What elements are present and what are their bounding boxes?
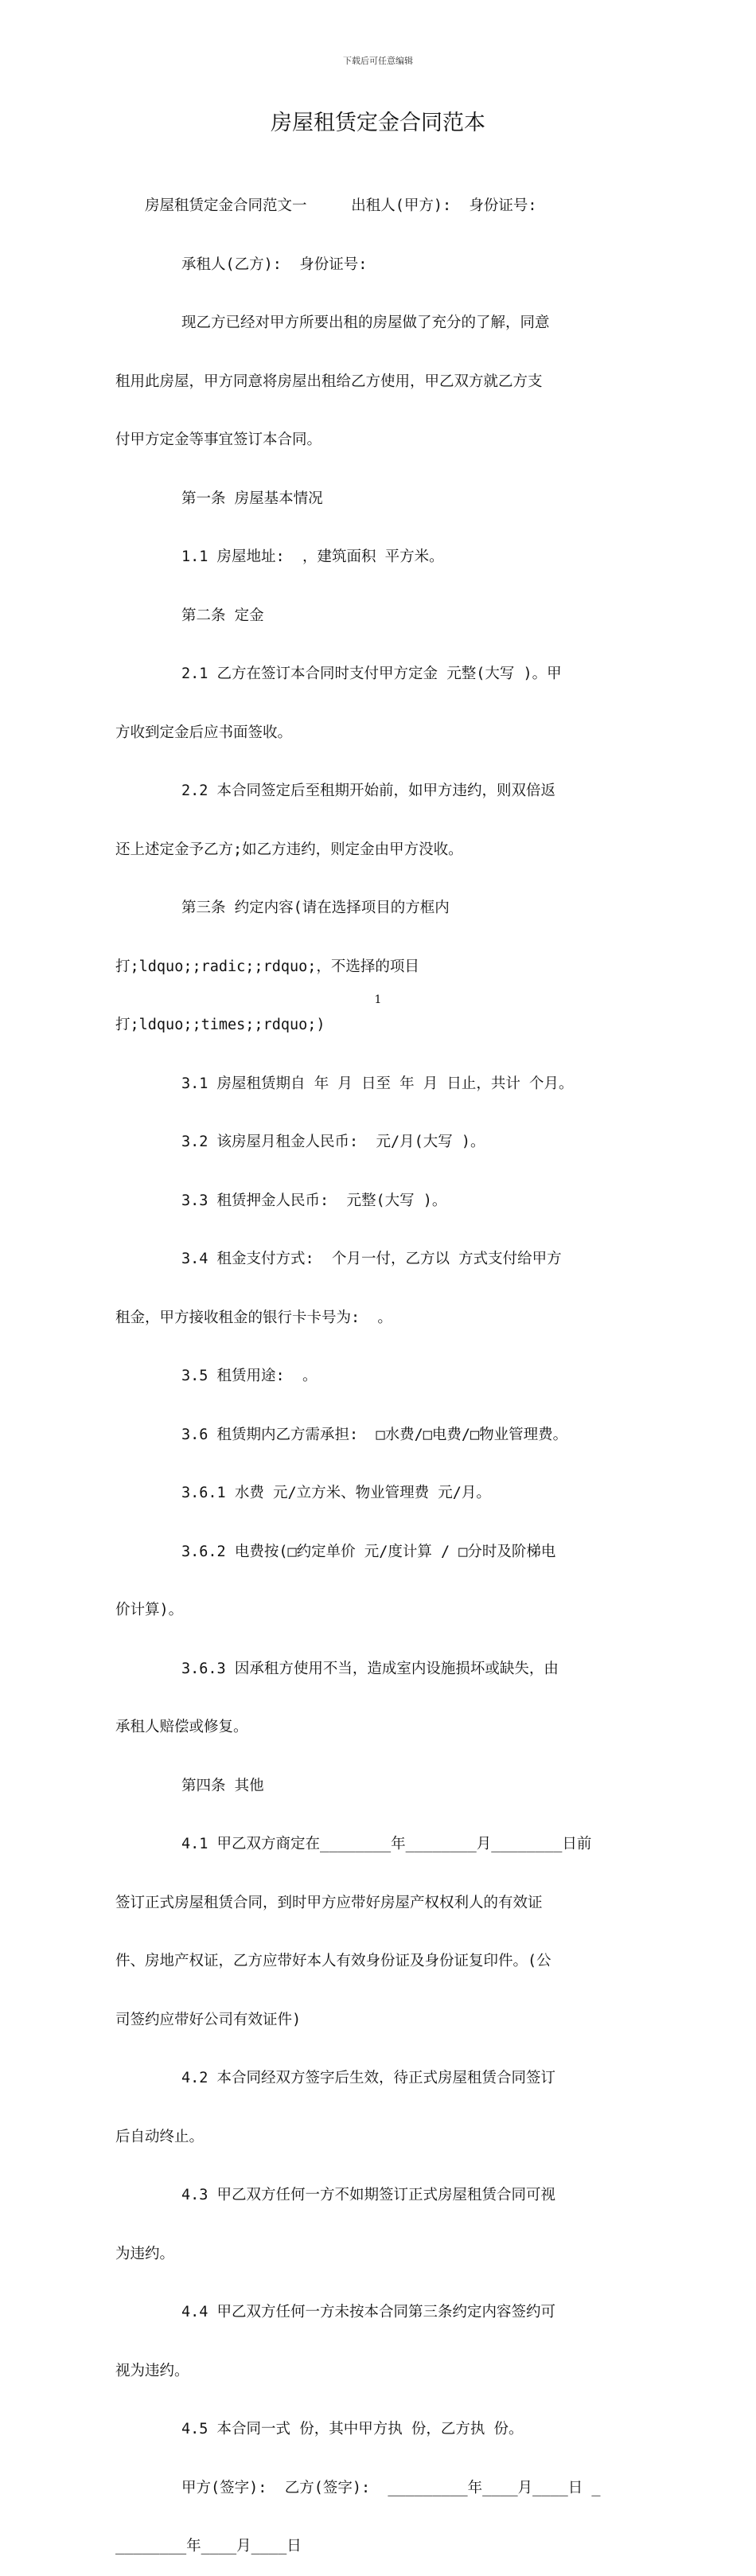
- body-line: 打;ldquo;;times;;rdquo;): [115, 1017, 325, 1033]
- signature-line: 甲方(签字): 乙方(签字): _________年____月____日 _: [181, 2479, 601, 2496]
- body-line: 3.5 租赁用途: 。: [181, 1368, 318, 1384]
- body-line: 视为违约。: [115, 2362, 189, 2379]
- body-line: 3.3 租赁押金人民币: 元整(大写 )。: [181, 1192, 447, 1209]
- section-heading: 第二条 定金: [181, 607, 264, 624]
- body-line: 为违约。: [115, 2245, 175, 2262]
- body-line: 房屋租赁定金合同范文一 出租人(甲方): 身份证号:: [145, 197, 537, 214]
- body-line: 1.1 房屋地址: ，建筑面积 平方米。: [181, 548, 444, 565]
- body-line: 4.1 甲乙双方商定在________年________月________日前: [181, 1836, 592, 1852]
- body-line: 3.6.1 水费 元/立方米、物业管理费 元/月。: [181, 1485, 491, 1501]
- body-line: 付甲方定金等事宜签订本合同。: [115, 431, 322, 448]
- body-line: 承租人赔偿或修复。: [115, 1719, 248, 1735]
- signature-date-line: ________年____月____日: [115, 2538, 302, 2555]
- body-line: 4.3 甲乙双方任何一方不如期签订正式房屋租赁合同可视: [181, 2187, 556, 2203]
- body-line: 3.1 房屋租赁期自 年 月 日至 年 月 日止，共计 个月。: [181, 1075, 574, 1092]
- body-line: 承租人(乙方): 身份证号:: [181, 256, 368, 273]
- body-line: 价计算)。: [115, 1602, 184, 1618]
- body-line: 签订正式房屋租赁合同，到时甲方应带好房屋产权权利人的有效证: [115, 1894, 543, 1911]
- body-line: 打;ldquo;;radic;;rdquo;，不选择的项目: [115, 958, 419, 975]
- body-line: 3.6 租赁期内乙方需承担: □水费/□电费/□物业管理费。: [181, 1426, 568, 1443]
- body-line: 3.2 该房屋月租金人民币: 元/月(大写 )。: [181, 1134, 485, 1150]
- body-line: 件、房地产权证，乙方应带好本人有效身份证及身份证复印件。(公: [115, 1953, 551, 1969]
- body-line: 租用此房屋，甲方同意将房屋出租给乙方使用，甲乙双方就乙方支: [115, 373, 543, 390]
- section-heading: 第三条 约定内容(请在选择项目的方框内: [181, 900, 450, 916]
- body-line: 4.5 本合同一式 份，其中甲方执 份，乙方执 份。: [181, 2421, 524, 2437]
- body-line: 司签约应带好公司有效证件): [115, 2011, 302, 2028]
- body-line: 方收到定金后应书面签收。: [115, 724, 293, 741]
- header-note: 下载后可任意编辑: [343, 56, 413, 66]
- body-line: 现乙方已经对甲方所要出租的房屋做了充分的了解，同意: [181, 314, 550, 331]
- body-line: 3.6.3 因承租方使用不当，造成室内设施损坏或缺失，由: [181, 1660, 559, 1677]
- section-heading: 第一条 房屋基本情况: [181, 490, 323, 507]
- contract-body: [115, 158, 649, 2576]
- body-line: 4.4 甲乙双方任何一方未按本合同第三条约定内容签约可: [181, 2304, 556, 2320]
- body-line: 3.6.2 电费按(□约定单价 元/度计算 / □分时及阶梯电: [181, 1543, 556, 1560]
- section-heading: 第四条 其他: [181, 1777, 264, 1794]
- body-line: 2.1 乙方在签订本合同时支付甲方定金 元整(大写 )。甲: [181, 665, 562, 682]
- page-number: 1: [374, 993, 382, 1006]
- body-line: 4.2 本合同经双方签字后生效，待正式房屋租赁合同签订: [181, 2070, 556, 2086]
- body-line: 租金，甲方接收租金的银行卡卡号为: 。: [115, 1309, 392, 1326]
- body-line: 2.2 本合同签定后至租期开始前，如甲方违约，则双倍返: [181, 783, 556, 799]
- body-line: 还上述定金予乙方;如乙方违约，则定金由甲方没收。: [115, 841, 463, 858]
- body-line: 3.4 租金支付方式: 个月一付，乙方以 方式支付给甲方: [181, 1251, 562, 1267]
- body-line: 后自动终止。: [115, 2128, 205, 2145]
- document-title: 房屋租赁定金合同范本: [271, 111, 485, 135]
